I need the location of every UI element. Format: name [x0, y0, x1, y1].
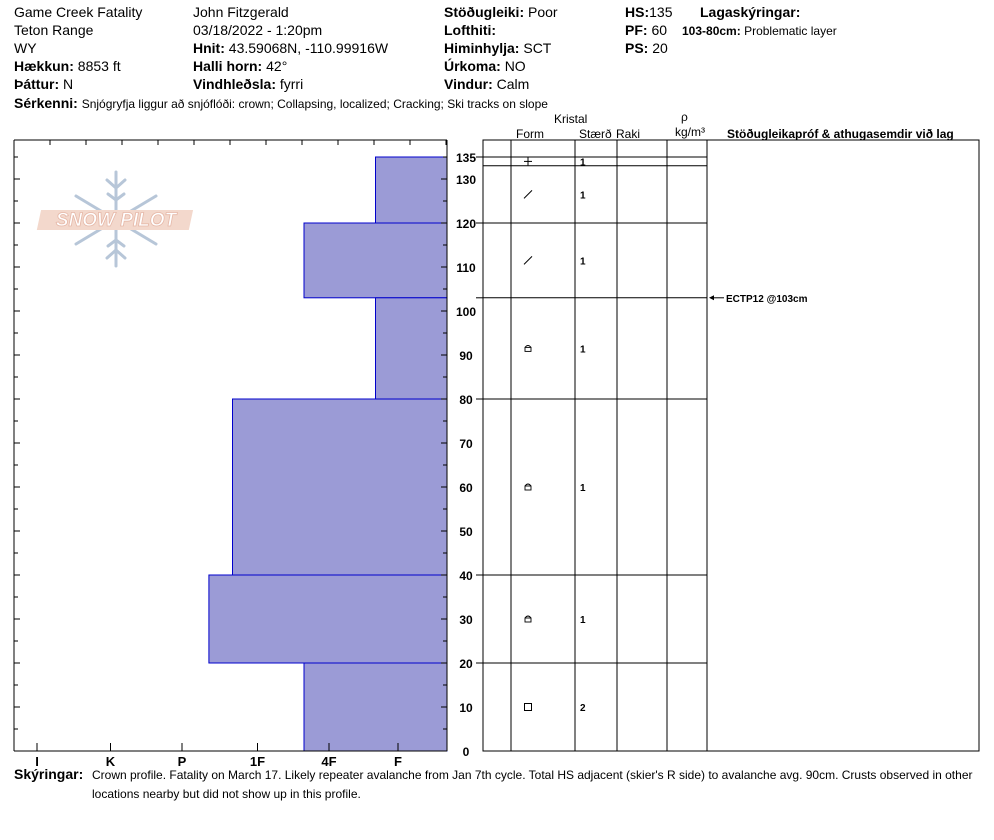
- x-tick-label: 4F: [321, 754, 337, 769]
- y-tick-label: 30: [459, 613, 473, 627]
- crystal-size: 1: [580, 344, 586, 356]
- y-tick-label: 135: [455, 151, 477, 165]
- ps-label: PS:: [625, 40, 649, 56]
- y-tick-label: 0: [462, 745, 470, 759]
- state: WY: [14, 40, 37, 56]
- crystal-size: 1: [580, 256, 586, 268]
- crystal-form-rg-icon: [525, 484, 531, 490]
- crystal-size: 1: [580, 615, 586, 626]
- crystal-size: 1: [580, 190, 586, 202]
- stability-label: Stöðugleiki:: [444, 4, 525, 20]
- footer-label: Skýringar:: [14, 766, 84, 782]
- mountain-range: Teton Range: [14, 22, 94, 38]
- col-moisture: Raki: [616, 127, 641, 141]
- elevation-value: 8853 ft: [77, 58, 121, 74]
- crystal-size: 2: [580, 703, 586, 714]
- decomposed-fragment-icon: [524, 190, 532, 198]
- pf-label: PF:: [625, 22, 648, 38]
- crystal-size: 1: [580, 483, 586, 494]
- wind-label: Vindur:: [444, 76, 493, 92]
- wind-value: Calm: [496, 76, 530, 92]
- col-density-unit: kg/m³: [675, 125, 705, 139]
- y-tick-label: 70: [459, 437, 473, 451]
- y-tick-label: 120: [455, 217, 477, 231]
- coords-value: 43.59068N, -110.99916W: [228, 40, 389, 56]
- crystal-form-df-icon: [524, 190, 532, 198]
- test-result-label: ECTP12 @103cm: [726, 293, 808, 305]
- precip-value: NO: [504, 58, 526, 74]
- datetime: 03/18/2022 - 1:20pm: [193, 22, 323, 38]
- features-label: Sérkenni:: [14, 95, 78, 111]
- crystal-form-fc-icon: [525, 704, 532, 711]
- y-tick-label: 80: [459, 393, 473, 407]
- hardness-bar: [209, 575, 447, 663]
- sky-value: SCT: [523, 40, 552, 56]
- logo-text: SNOW PILOT: [55, 210, 177, 231]
- y-tick-label: 130: [455, 173, 477, 187]
- y-tick-label: 10: [459, 701, 473, 715]
- pf-value: 60: [651, 22, 668, 38]
- col-rho: ρ: [681, 110, 688, 124]
- y-tick-label: 100: [455, 305, 477, 319]
- rounded-grain-icon: [525, 347, 531, 351]
- y-tick-label: 40: [459, 569, 473, 583]
- slope-value: 42°: [266, 58, 288, 74]
- y-tick-label: 110: [456, 261, 476, 275]
- footer-line-2: locations nearby but did not show up in this profile.: [92, 787, 361, 801]
- air-temp-label: Lofthiti:: [444, 22, 497, 38]
- ps-value: 20: [652, 40, 668, 56]
- x-tick-label: I: [35, 754, 39, 769]
- footer-line-1: Crown profile. Fatality on March 17. Likely repeater avalanche from Jan 7th cycle. Total HS adjacent (skier's R side) to avalanche avg. 90cm. Crusts observed in other: [92, 768, 973, 782]
- x-tick-label: P: [177, 754, 187, 769]
- crystal-form-rg-icon: [525, 616, 531, 622]
- x-tick-label: F: [394, 754, 402, 769]
- col-size: Stærð: [579, 127, 612, 141]
- sky-label: Himinhylja:: [444, 40, 520, 56]
- hs-label: HS:: [625, 4, 650, 20]
- layer-table: [476, 140, 979, 751]
- hardness-bar: [304, 223, 447, 298]
- decomposed-fragment-icon: [524, 256, 532, 264]
- aspect-label: Þáttur:: [14, 76, 60, 92]
- wind-loading-value: fyrri: [279, 76, 304, 92]
- layer-notes-label: Lagaskýringar:: [700, 4, 801, 20]
- x-tick-label: 1F: [249, 754, 266, 769]
- stability-value: Poor: [528, 4, 558, 20]
- y-tick-label: 50: [459, 525, 473, 539]
- faceted-crystal-icon: [525, 704, 532, 711]
- pit-title: Game Creek Fatality: [14, 4, 143, 20]
- layer-note-depth: 103-80cm:: [682, 24, 741, 38]
- hardness-bar: [376, 157, 448, 223]
- observer: John Fitzgerald: [193, 4, 289, 20]
- aspect-value: N: [63, 76, 74, 92]
- hardness-bar: [304, 663, 447, 751]
- hs-value: 135: [649, 4, 673, 20]
- col-tests: Stöðugleikapróf & athugasemdir við lag: [727, 127, 954, 141]
- y-tick-label: 20: [459, 657, 473, 671]
- test-arrow-head-icon: [709, 295, 714, 300]
- crystal-size: 1: [580, 157, 586, 169]
- coords-label: Hnit:: [193, 40, 225, 56]
- crystal-form-df-icon: [524, 256, 532, 264]
- hardness-bar: [376, 298, 448, 399]
- slope-label: Halli horn:: [193, 58, 263, 74]
- crystal-form-rg-icon: [525, 345, 531, 351]
- rounded-grain-icon: [525, 618, 531, 622]
- precip-label: Úrkoma:: [444, 58, 501, 74]
- y-tick-label: 90: [459, 349, 473, 363]
- col-form: Form: [516, 127, 544, 141]
- col-crystal: Kristal: [554, 112, 588, 126]
- y-tick-label: 60: [459, 481, 473, 495]
- hardness-bar: [233, 399, 448, 575]
- rounded-grain-icon: [525, 486, 531, 490]
- x-tick-label: K: [105, 754, 116, 769]
- features-value: Snjógryfja liggur að snjóflóði: crown; Collapsing, localized; Cracking; Ski tracks on slope: [81, 97, 548, 111]
- crystal-form-pp-icon: [524, 157, 532, 165]
- hardness-bars: [209, 157, 447, 751]
- table-border: [483, 140, 979, 751]
- layer-note-text: Problematic layer: [744, 24, 837, 38]
- elevation-label: Hækkun:: [14, 58, 74, 74]
- wind-loading-label: Vindhleðsla:: [193, 76, 276, 92]
